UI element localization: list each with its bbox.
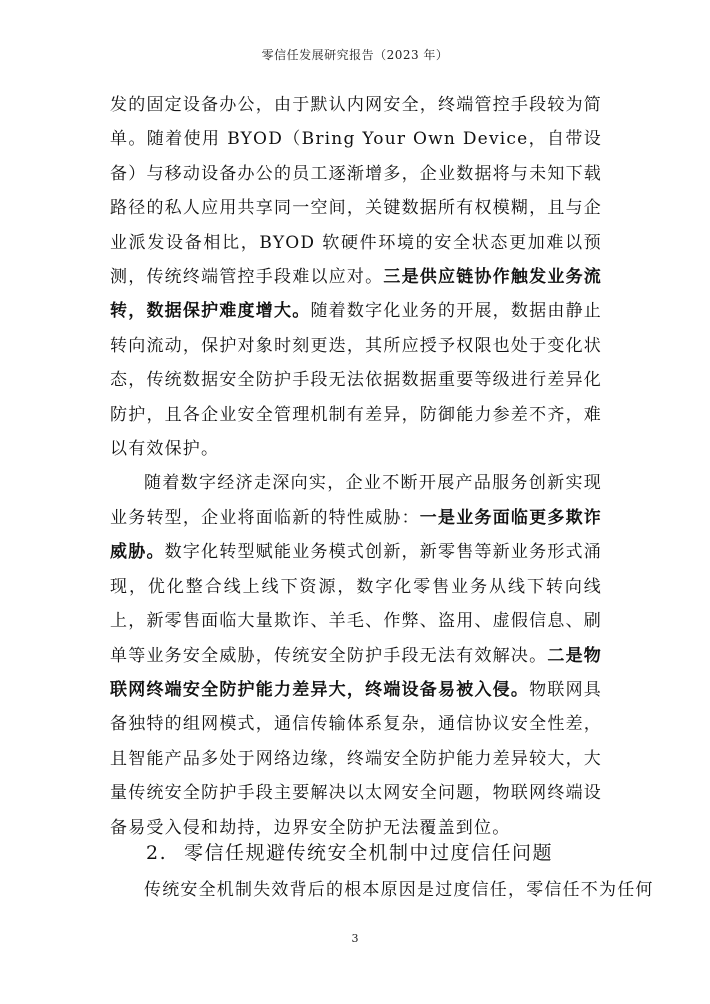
section-heading: [146, 837, 616, 869]
paragraph-2-run-3: 数字化转型赋能业务模式创新，新零售等新业务形式涌现，优化整合线上线下资源，数字化零售业务从线下转向线上，新零售面临大量欺诈、羊毛、作弊、盗用、虚假信息、刷单等业务安全威胁，传统安全防护手段无法有效解决。: [110, 542, 602, 666]
running-header: 零信任发展研究报告（2023 年）: [261, 48, 449, 62]
paragraph-1: [110, 88, 602, 466]
section-number: 2.: [146, 842, 168, 864]
paragraph-3: 传统安全机制失效背后的根本原因是过度信任，零信任不为任何: [144, 880, 654, 900]
section-title: 零信任规避传统安全机制中过度信任问题: [184, 842, 554, 864]
paragraph-1-run-1: 发的固定设备办公，由于默认内网安全，终端管控手段较为简单。随着使用 BYOD（Bring Your Own Device，自带设备）与移动设备办公的员工逐渐增多，企业数据将与未知下载路径的私人应用共享同一空间，关键数据所有权模糊，且与企业派发设备相比，BYOD 软硬件环境的安全状态更加难以预测，传统终端管控手段难以应对。: [110, 95, 602, 288]
paragraph-2-run-1: 随着数字经济走深向实，企业不断开展产品服务创新实现业务转型，企业将面临新的特性威胁：: [110, 473, 602, 528]
paragraph-1-run-3: 随着数字化业务的开展，数据由静止转向流动，保护对象时刻更迭，其所应授予权限也处于变化状态，传统数据安全防护手段无法依据数据重要等级进行差异化防护，且各企业安全管理机制有差异，防御能力参差不齐，难以有效保护。: [110, 301, 602, 460]
body-text: [110, 88, 602, 845]
paragraph-2-run-5: 物联网具备独特的组网模式，通信传输体系复杂，通信协议安全性差，且智能产品多处于网络边缘，终端安全防护能力差异较大，大量传统安全防护手段主要解决以太网安全问题，物联网终端设备易受入侵和劫持，边界安全防护无法覆盖到位。: [110, 679, 602, 838]
paragraph-2-bold-run-2: 二是物联网终端安全防护能力差异大，终端设备易被入侵。: [110, 645, 602, 700]
page-number: 3: [351, 932, 359, 945]
paragraph-2: [110, 466, 602, 844]
paragraph-1-bold-run: 三是供应链协作触发业务流转，数据保护难度增大。: [110, 267, 602, 322]
paragraph-2-bold-run-1: 一是业务面临更多欺诈威胁。: [110, 507, 603, 563]
